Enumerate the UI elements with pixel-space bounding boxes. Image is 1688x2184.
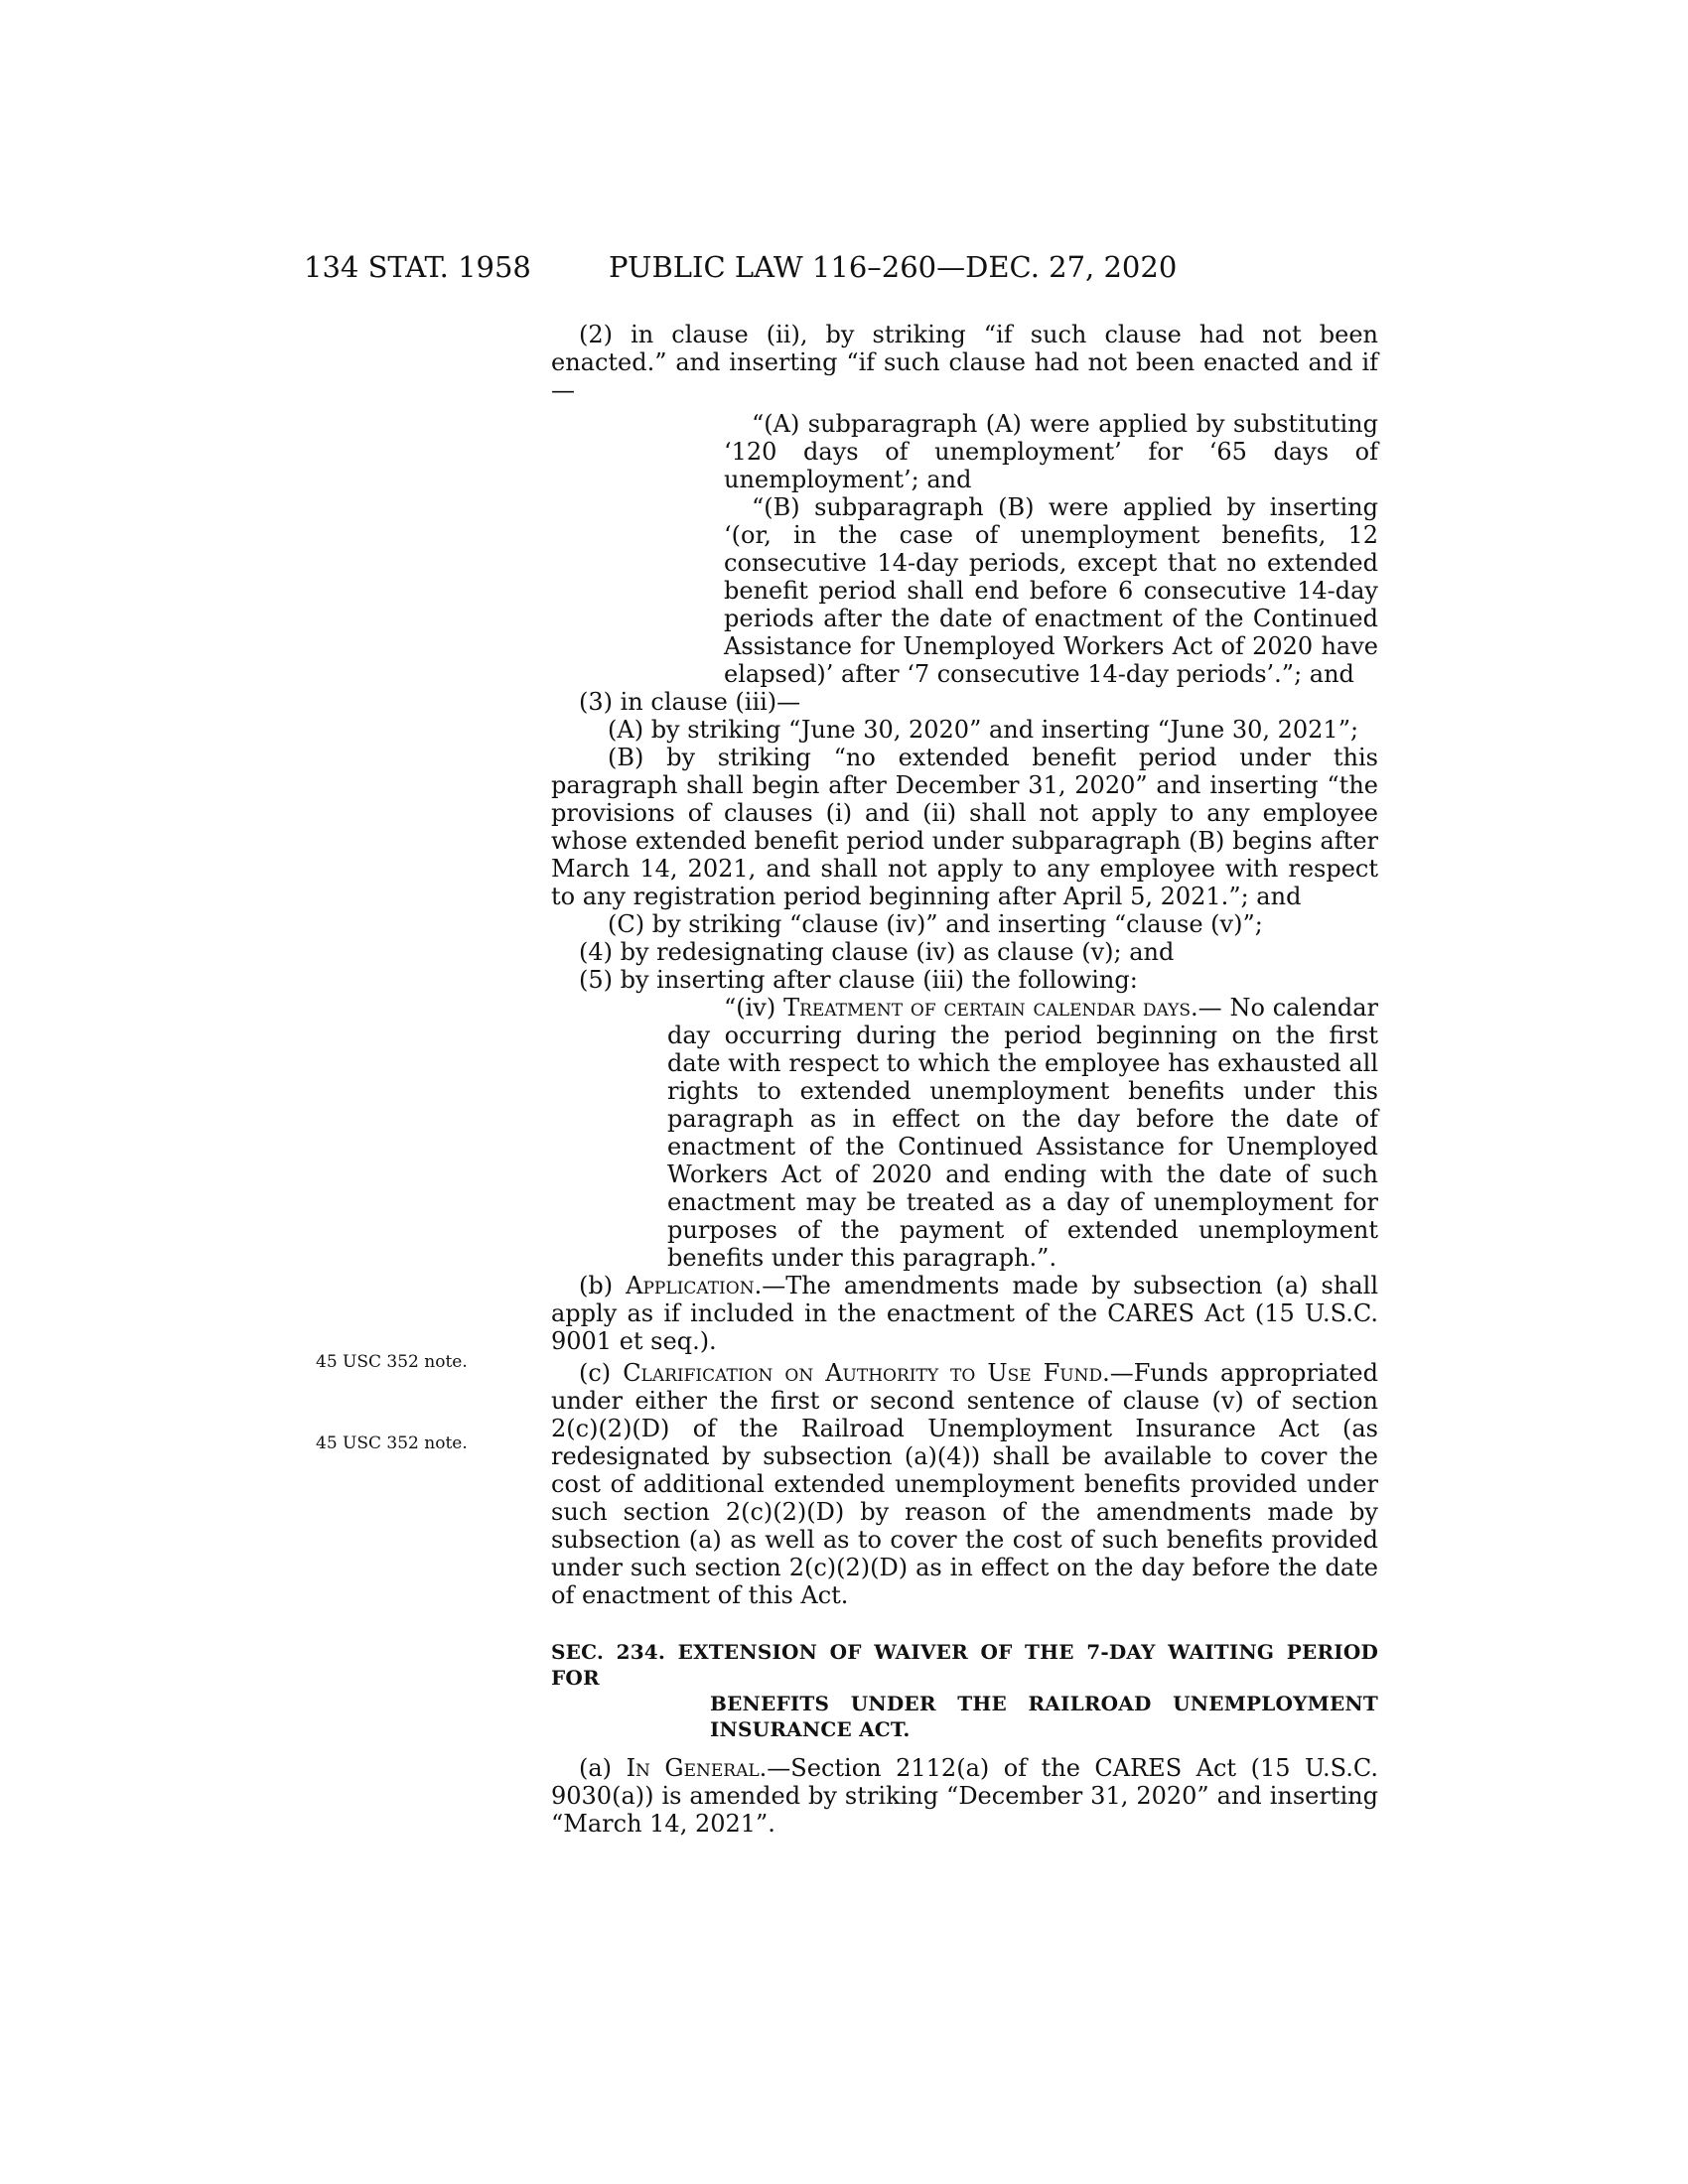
section-heading <box>551 1639 1378 1742</box>
clause-iv-lead: “(iv) <box>724 994 784 1022</box>
subsection-a-lead: (a) <box>579 1754 627 1782</box>
statute-page-number: 134 STAT. 1958 <box>304 250 531 284</box>
clause-iv <box>667 994 1378 1272</box>
section-heading-line-2: BENEFITS UNDER THE RAILROAD UNEMPLOYMENT INSURANCE ACT. <box>710 1692 1378 1741</box>
paragraph-2-A: “(A) subparagraph (A) were applied by substituting ‘120 days of unemployment’ for ‘65 days of unemployment’; and <box>724 410 1378 493</box>
subsection-c-heading: Clarification on Authority to Use Fund. <box>623 1359 1110 1387</box>
paragraph-5: (5) by inserting after clause (iii) the following: <box>579 966 1138 994</box>
paragraph-3-B: (B) by striking “no extended benefit period under this paragraph shall begin after December 31, 2020” and inserting “the provisions of clauses (i) and (ii) shall not apply to any employee whose extended benefit period under subparagraph (B) begins after March 14, 2021, and shall not apply to any employee with respect to any registration period beginning after April 5, 2021.”; and <box>551 744 1378 910</box>
subsection-a <box>551 1754 1378 1838</box>
margin-note-c: 45 USC 352 note. <box>316 1433 468 1453</box>
subsection-c-text: —Funds appropriated under either the first or second sentence of clause (v) of section 2(c)(2)(D) of the Railroad Unemployment Insurance Act (as redesignated by subsection (a)(4)) shall be available to cover the cost of additional extended unemployment benefits provided under such section 2(c)(2)(D) by reason of the amendments made by subsection (a) as well as to cover the cost of such benefits provided under such section 2(c)(2)(D) as in effect on the day before the date of enactment of this Act. <box>551 1359 1378 1609</box>
paragraph-2-B: “(B) subparagraph (B) were applied by inserting ‘(or, in the case of unemployment benefits, 12 consecutive 14-day periods, except that no extended benefit period shall end before 6 consecutive 14-day periods after the date of enactment of the Continued Assistance for Unemployed Workers Act of 2020 have elapsed)’ after ‘7 consecutive 14-day periods’.”; and <box>724 493 1378 688</box>
document-body <box>551 321 1378 1838</box>
subsection-c <box>551 1359 1378 1609</box>
subsection-a-text: —Section 2112(a) of the CARES Act (15 U.S.C. 9030(a)) is amended by striking “December 31, 2020” and inserting “March 14, 2021”. <box>551 1754 1378 1838</box>
subsection-c-lead: (c) <box>579 1359 624 1387</box>
subsection-a-heading: In General. <box>626 1754 768 1782</box>
margin-note-b: 45 USC 352 note. <box>316 1352 468 1372</box>
subsection-b-text: —The amendments made by subsection (a) shall apply as if included in the enactment of the CARES Act (15 U.S.C. 9001 et seq.). <box>551 1272 1378 1355</box>
subsection-b <box>551 1272 1378 1355</box>
paragraph-3-A: (A) by striking “June 30, 2020” and inserting “June 30, 2021”; <box>608 716 1359 744</box>
page-header <box>304 250 1378 290</box>
subsection-b-heading: Application. <box>626 1272 763 1299</box>
subsection-b-lead: (b) <box>579 1272 627 1299</box>
paragraph-2: (2) in clause (ii), by striking “if such clause had not been enacted.” and inserting “if such clause had not been enacted and if— <box>551 321 1378 404</box>
paragraph-3-C: (C) by striking “clause (iv)” and inserting “clause (v)”; <box>608 910 1263 938</box>
paragraph-4: (4) by redesignating clause (iv) as clause (v); and <box>579 938 1175 966</box>
running-title: PUBLIC LAW 116–260—DEC. 27, 2020 <box>609 250 1178 284</box>
clause-iv-heading: Treatment of certain calendar days. <box>783 994 1198 1022</box>
clause-iv-text: — No calendar day occurring during the period beginning on the first date with respect to which the employee has exhausted all rights to extended unemployment benefits under this paragraph as in effect on the day before the date of enactment of the Continued Assistance for Unemployed Workers Act of 2020 and ending with the date of such enactment may be treated as a day of unemployment for purposes of the payment of extended unemployment benefits under this paragraph.”. <box>667 994 1379 1272</box>
paragraph-3: (3) in clause (iii)— <box>579 688 801 716</box>
section-heading-line-1: SEC. 234. EXTENSION OF WAIVER OF THE 7-DAY WAITING PERIOD FOR <box>551 1640 1378 1690</box>
